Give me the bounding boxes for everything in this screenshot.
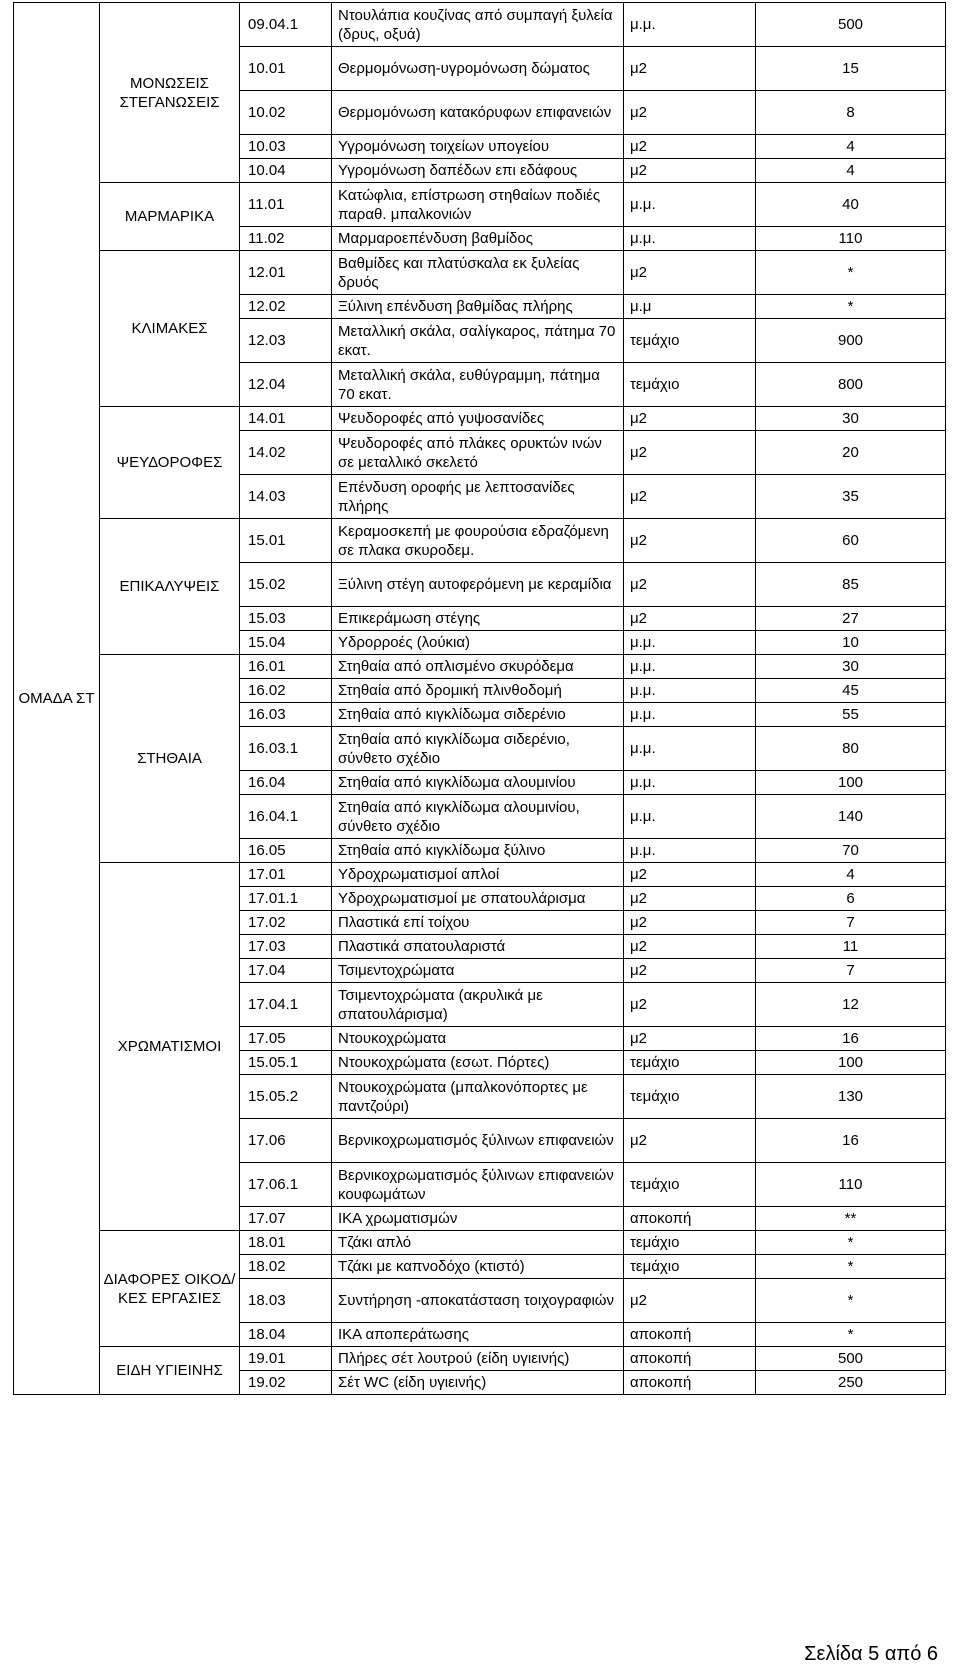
unit-cell: μ.μ. — [624, 655, 756, 679]
category-label: ΔΙΑΦΟΡΕΣ ΟΙΚΟΔ/ΚΕΣ ΕΡΓΑΣΙΕΣ — [100, 1231, 240, 1347]
category-label: ΜΑΡΜΑΡΙΚΑ — [100, 183, 240, 251]
item-code: 15.02 — [240, 563, 332, 607]
unit-cell: μ2 — [624, 887, 756, 911]
price-cell: 900 — [756, 319, 946, 363]
price-cell: 85 — [756, 563, 946, 607]
item-code: 18.03 — [240, 1279, 332, 1323]
item-code: 17.02 — [240, 911, 332, 935]
item-description: Στηθαία από κιγκλίδωμα σιδερένιο — [332, 703, 624, 727]
price-cell: ** — [756, 1207, 946, 1231]
item-code: 16.03 — [240, 703, 332, 727]
item-code: 16.04.1 — [240, 795, 332, 839]
unit-cell: μ2 — [624, 135, 756, 159]
unit-cell: μ2 — [624, 863, 756, 887]
price-cell: 110 — [756, 1163, 946, 1207]
item-description: Πλαστικά σπατουλαριστά — [332, 935, 624, 959]
price-cell: 8 — [756, 91, 946, 135]
item-code: 10.02 — [240, 91, 332, 135]
category-label: ΣΤΗΘΑΙΑ — [100, 655, 240, 863]
unit-cell: μ2 — [624, 607, 756, 631]
price-cell: 250 — [756, 1371, 946, 1395]
price-cell: 4 — [756, 863, 946, 887]
category-label: ΧΡΩΜΑΤΙΣΜΟΙ — [100, 863, 240, 1231]
price-cell: 35 — [756, 475, 946, 519]
item-code: 18.04 — [240, 1323, 332, 1347]
price-cell: 100 — [756, 1051, 946, 1075]
item-description: Στηθαία από κιγκλίδωμα ξύλινο — [332, 839, 624, 863]
item-code: 17.06.1 — [240, 1163, 332, 1207]
unit-cell: αποκοπή — [624, 1207, 756, 1231]
unit-cell: τεμάχιο — [624, 1255, 756, 1279]
unit-cell: μ.μ. — [624, 227, 756, 251]
item-description: Ντουκοχρώματα (μπαλκονόπορτες με παντζούρι) — [332, 1075, 624, 1119]
unit-cell: μ.μ. — [624, 3, 756, 47]
item-description: Στηθαία από κιγκλίδωμα αλουμινίου — [332, 771, 624, 795]
item-code: 17.07 — [240, 1207, 332, 1231]
price-cell: 140 — [756, 795, 946, 839]
unit-cell: μ.μ — [624, 295, 756, 319]
item-description: Βερνικοχρωματισμός ξύλινων επιφανειών κουφωμάτων — [332, 1163, 624, 1207]
item-description: Ξύλινη στέγη αυτοφερόμενη με κεραμίδια — [332, 563, 624, 607]
item-description: Υγρομόνωση τοιχείων υπογείου — [332, 135, 624, 159]
price-cell: 55 — [756, 703, 946, 727]
unit-cell: μ2 — [624, 519, 756, 563]
price-cell: 60 — [756, 519, 946, 563]
price-cell: 130 — [756, 1075, 946, 1119]
item-code: 14.02 — [240, 431, 332, 475]
unit-cell: μ2 — [624, 475, 756, 519]
item-description: Βερνικοχρωματισμός ξύλινων επιφανειών — [332, 1119, 624, 1163]
item-description: Ψευδοροφές από γυψοσανίδες — [332, 407, 624, 431]
table-row — [14, 1231, 946, 1255]
table-row — [14, 183, 946, 227]
item-description: Στηθαία από οπλισμένο σκυρόδεμα — [332, 655, 624, 679]
price-cell: 100 — [756, 771, 946, 795]
item-code: 16.02 — [240, 679, 332, 703]
item-description: Επικεράμωση στέγης — [332, 607, 624, 631]
item-code: 15.05.2 — [240, 1075, 332, 1119]
price-cell: 20 — [756, 431, 946, 475]
item-code: 16.04 — [240, 771, 332, 795]
item-code: 15.03 — [240, 607, 332, 631]
item-code: 17.03 — [240, 935, 332, 959]
item-description: Υδρορροές (λούκια) — [332, 631, 624, 655]
price-cell: 12 — [756, 983, 946, 1027]
item-code: 15.05.1 — [240, 1051, 332, 1075]
unit-cell: μ.μ. — [624, 795, 756, 839]
price-cell: * — [756, 1255, 946, 1279]
price-cell: * — [756, 1279, 946, 1323]
item-description: Υδροχρωματισμοί με σπατουλάρισμα — [332, 887, 624, 911]
price-cell: 16 — [756, 1119, 946, 1163]
item-code: 12.02 — [240, 295, 332, 319]
price-table-body — [14, 3, 946, 1395]
item-code: 17.01.1 — [240, 887, 332, 911]
item-code: 11.02 — [240, 227, 332, 251]
item-description: Πλαστικά επί τοίχου — [332, 911, 624, 935]
price-cell: 70 — [756, 839, 946, 863]
item-description: Υγρομόνωση δαπέδων επι εδάφους — [332, 159, 624, 183]
table-row — [14, 863, 946, 887]
item-description: Μαρμαροεπένδυση βαθμίδος — [332, 227, 624, 251]
price-cell: * — [756, 295, 946, 319]
item-description: Κατώφλια, επίστρωση στηθαίων ποδιές παραθ. μπαλκονιών — [332, 183, 624, 227]
unit-cell: μ2 — [624, 1279, 756, 1323]
unit-cell: μ.μ. — [624, 679, 756, 703]
unit-cell: μ2 — [624, 983, 756, 1027]
unit-cell: μ2 — [624, 159, 756, 183]
item-description: Στηθαία από κιγκλίδωμα αλουμινίου, σύνθετο σχέδιο — [332, 795, 624, 839]
unit-cell: τεμάχιο — [624, 1075, 756, 1119]
table-row — [14, 3, 946, 47]
unit-cell: τεμάχιο — [624, 1051, 756, 1075]
category-label: ΨΕΥΔΟΡΟΦΕΣ — [100, 407, 240, 519]
unit-cell: μ2 — [624, 251, 756, 295]
item-description: Στηθαία από δρομική πλινθοδομή — [332, 679, 624, 703]
unit-cell: τεμάχιο — [624, 319, 756, 363]
item-description: Επένδυση οροφής με λεπτοσανίδες πλήρης — [332, 475, 624, 519]
unit-cell: τεμάχιο — [624, 1231, 756, 1255]
price-cell: 27 — [756, 607, 946, 631]
item-description: ΙΚΑ χρωματισμών — [332, 1207, 624, 1231]
price-cell: 11 — [756, 935, 946, 959]
item-code: 10.01 — [240, 47, 332, 91]
item-description: Θερμομόνωση κατακόρυφων επιφανειών — [332, 91, 624, 135]
price-cell: * — [756, 1323, 946, 1347]
item-code: 10.04 — [240, 159, 332, 183]
item-code: 16.03.1 — [240, 727, 332, 771]
unit-cell: αποκοπή — [624, 1347, 756, 1371]
item-code: 19.02 — [240, 1371, 332, 1395]
item-code: 12.04 — [240, 363, 332, 407]
item-description: Σέτ WC (είδη υγιεινής) — [332, 1371, 624, 1395]
item-code: 12.01 — [240, 251, 332, 295]
item-code: 17.01 — [240, 863, 332, 887]
item-code: 17.04 — [240, 959, 332, 983]
item-description: Ξύλινη επένδυση βαθμίδας πλήρης — [332, 295, 624, 319]
category-label: ΕΙΔΗ ΥΓΙΕΙΝΗΣ — [100, 1347, 240, 1395]
unit-cell: αποκοπή — [624, 1323, 756, 1347]
item-code: 17.04.1 — [240, 983, 332, 1027]
item-code: 17.06 — [240, 1119, 332, 1163]
price-table — [13, 2, 946, 1395]
item-description: Τσιμεντοχρώματα — [332, 959, 624, 983]
item-code: 16.05 — [240, 839, 332, 863]
unit-cell: μ2 — [624, 911, 756, 935]
category-label: ΚΛΙΜΑΚΕΣ — [100, 251, 240, 407]
price-cell: 500 — [756, 1347, 946, 1371]
item-description: Συντήρηση -αποκατάσταση τοιχογραφιών — [332, 1279, 624, 1323]
unit-cell: μ.μ. — [624, 703, 756, 727]
item-code: 19.01 — [240, 1347, 332, 1371]
price-cell: 10 — [756, 631, 946, 655]
item-description: Στηθαία από κιγκλίδωμα σιδερένιο, σύνθετο σχέδιο — [332, 727, 624, 771]
item-description: Θερμομόνωση-υγρομόνωση δώματος — [332, 47, 624, 91]
item-description: Πλήρες σέτ λουτρού (είδη υγιεινής) — [332, 1347, 624, 1371]
table-row — [14, 251, 946, 295]
unit-cell: μ2 — [624, 407, 756, 431]
item-description: Ντουκοχρώματα (εσωτ. Πόρτες) — [332, 1051, 624, 1075]
unit-cell: τεμάχιο — [624, 363, 756, 407]
unit-cell: τεμάχιο — [624, 1163, 756, 1207]
unit-cell: μ.μ. — [624, 183, 756, 227]
item-code: 16.01 — [240, 655, 332, 679]
group-label: ΟΜΑΔΑ ΣΤ — [14, 3, 100, 1395]
item-description: Κεραμοσκεπή με φουρούσια εδραζόμενη σε πλακα σκυροδεμ. — [332, 519, 624, 563]
unit-cell: μ.μ. — [624, 839, 756, 863]
category-label: ΕΠΙΚΑΛΥΨΕΙΣ — [100, 519, 240, 655]
price-cell: 110 — [756, 227, 946, 251]
item-code: 12.03 — [240, 319, 332, 363]
item-code: 09.04.1 — [240, 3, 332, 47]
unit-cell: μ2 — [624, 959, 756, 983]
category-label: ΜΟΝΩΣΕΙΣ ΣΤΕΓΑΝΩΣΕΙΣ — [100, 3, 240, 183]
unit-cell: μ.μ. — [624, 771, 756, 795]
price-cell: * — [756, 251, 946, 295]
price-cell: 500 — [756, 3, 946, 47]
unit-cell: μ2 — [624, 91, 756, 135]
item-code: 10.03 — [240, 135, 332, 159]
table-row — [14, 519, 946, 563]
unit-cell: μ.μ. — [624, 727, 756, 771]
item-code: 15.01 — [240, 519, 332, 563]
price-cell: 30 — [756, 407, 946, 431]
item-description: Ντουκοχρώματα — [332, 1027, 624, 1051]
unit-cell: μ2 — [624, 563, 756, 607]
item-code: 14.01 — [240, 407, 332, 431]
price-cell: 4 — [756, 159, 946, 183]
item-code: 15.04 — [240, 631, 332, 655]
unit-cell: μ2 — [624, 47, 756, 91]
table-row — [14, 407, 946, 431]
item-description: Μεταλλική σκάλα, ευθύγραμμη, πάτημα 70 εκατ. — [332, 363, 624, 407]
price-cell: 4 — [756, 135, 946, 159]
price-cell: 800 — [756, 363, 946, 407]
item-description: Τζάκι με καπνοδόχο (κτιστό) — [332, 1255, 624, 1279]
price-cell: 80 — [756, 727, 946, 771]
item-code: 14.03 — [240, 475, 332, 519]
unit-cell: μ2 — [624, 1119, 756, 1163]
page-number: Σελίδα 5 από 6 — [804, 1643, 938, 1665]
item-description: Τζάκι απλό — [332, 1231, 624, 1255]
unit-cell: μ2 — [624, 1027, 756, 1051]
item-description: Τσιμεντοχρώματα (ακρυλικά με σπατουλάρισμα) — [332, 983, 624, 1027]
item-description: Ντουλάπια κουζίνας από συμπαγή ξυλεία (δρυς, οξυά) — [332, 3, 624, 47]
unit-cell: μ.μ. — [624, 631, 756, 655]
item-code: 18.02 — [240, 1255, 332, 1279]
price-cell: 6 — [756, 887, 946, 911]
item-code: 17.05 — [240, 1027, 332, 1051]
price-cell: 30 — [756, 655, 946, 679]
unit-cell: μ2 — [624, 935, 756, 959]
item-code: 11.01 — [240, 183, 332, 227]
price-cell: 15 — [756, 47, 946, 91]
item-code: 18.01 — [240, 1231, 332, 1255]
price-cell: 7 — [756, 911, 946, 935]
item-description: Υδροχρωματισμοί απλοί — [332, 863, 624, 887]
price-cell: 7 — [756, 959, 946, 983]
item-description: ΙΚΑ αποπεράτωσης — [332, 1323, 624, 1347]
unit-cell: αποκοπή — [624, 1371, 756, 1395]
price-cell: 40 — [756, 183, 946, 227]
price-cell: 16 — [756, 1027, 946, 1051]
item-description: Ψευδοροφές από πλάκες ορυκτών ινών σε μεταλλικό σκελετό — [332, 431, 624, 475]
table-row — [14, 1347, 946, 1371]
item-description: Μεταλλική σκάλα, σαλίγκαρος, πάτημα 70 εκατ. — [332, 319, 624, 363]
price-cell: * — [756, 1231, 946, 1255]
table-row — [14, 655, 946, 679]
item-description: Βαθμίδες και πλατύσκαλα εκ ξυλείας δρυός — [332, 251, 624, 295]
unit-cell: μ2 — [624, 431, 756, 475]
price-cell: 45 — [756, 679, 946, 703]
